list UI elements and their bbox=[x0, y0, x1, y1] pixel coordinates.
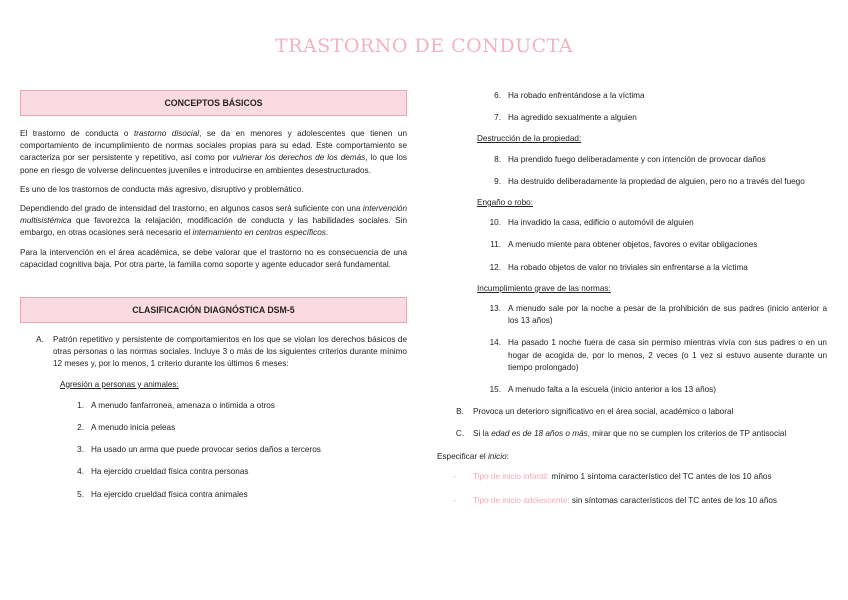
list-item bbox=[437, 384, 827, 396]
item-number: 1. bbox=[77, 400, 84, 410]
page-title: TRASTORNO DE CONDUCTA bbox=[274, 35, 574, 57]
bullet-text bbox=[473, 495, 827, 507]
item-text: Ha pasado 1 noche fuera de casa sin permiso mientras vivía con sus padres o en un hogar de acogida de, por lo menos, 2 veces (o 1 vez si estuvo ausente durante un tiempo prolongado) bbox=[508, 338, 827, 372]
section-heading-dsm5: CLASIFICACIÓN DIAGNÓSTICA DSM-5 bbox=[20, 297, 407, 323]
list-item bbox=[437, 303, 827, 327]
paragraph-severity: Es uno de los trastornos de conducta más agresivo, disruptivo y problemático. bbox=[20, 184, 304, 194]
paragraph-academic: Para la intervención en el área académica, se debe valorar que el trastorno no es consecuencia de una capacidad cognitiva baja. Por otra parte, la familia como soporte y agente educador será fundamental. bbox=[20, 247, 407, 269]
list-item bbox=[20, 489, 407, 501]
list-item bbox=[437, 112, 827, 124]
item-number: 13. bbox=[489, 304, 501, 314]
item-number: 6. bbox=[494, 91, 501, 100]
criterion-marker: C. bbox=[455, 429, 465, 439]
item-text: Ha usado un arma que puede provocar serios daños a terceros bbox=[91, 445, 321, 455]
list-item bbox=[20, 466, 407, 478]
item-text: A menudo fanfarronea, amenaza o intimida a otros bbox=[91, 400, 275, 410]
item-number: 2. bbox=[77, 423, 84, 433]
criterion-a bbox=[20, 334, 407, 371]
section-heading-conceptos: CONCEPTOS BÁSICOS bbox=[20, 90, 407, 116]
item-text: Ha prendido fuego deliberadamente y con intención de provocar daños bbox=[508, 154, 766, 164]
item-text: Ha destruido deliberadamente la propiedad de alguien, pero no a través del fuego bbox=[508, 176, 805, 186]
subheading-destruccion: Destrucción de la propiedad: bbox=[477, 134, 582, 144]
criterion-text: Patrón repetitivo y persistente de comportamientos en los que se violan los derechos básicos de otras personas o las normas sociales. Incluye 3 o más de los siguientes criterios durante mínimo 12 meses y, por lo menos, 1 criterio durante los últimos 6 meses: bbox=[53, 335, 407, 369]
specifier-heading: Especificar el inicio: bbox=[437, 451, 509, 461]
list-item bbox=[437, 176, 827, 188]
item-number: 3. bbox=[77, 445, 84, 455]
item-number: 5. bbox=[77, 489, 84, 499]
criterion-text: Provoca un deterioro significativo en el área social, académico o laboral bbox=[473, 407, 734, 417]
list-engano bbox=[437, 217, 827, 274]
item-text: Ha ejercido crueldad física contra animales bbox=[91, 489, 248, 499]
onset-type-list bbox=[437, 471, 827, 507]
criterion-text: Si la edad es de 18 años o más, mirar que no se cumplen los criterios de TP antisocial bbox=[473, 429, 787, 439]
list-item bbox=[437, 239, 827, 251]
item-text: Ha ejercido crueldad física contra personas bbox=[91, 467, 249, 477]
paragraph-definition: El trastorno de conducta o trastorno disocial, se da en menores y adolescentes que tienen un comportamiento de incumplimiento de normas sociales propias para su edad. Este comportamiento se caracteriza por ser persistente y repetitivo, así como por vulnerar los derechos de los demás, lo que los pone en riesgo de volverse delincuentes juveniles e introducirse en ambientes desestructurados. bbox=[20, 129, 408, 175]
criterion-b bbox=[437, 406, 827, 418]
item-number: 15. bbox=[489, 385, 501, 395]
criterion-marker: B. bbox=[456, 407, 464, 417]
bullet-description: sin síntomas característicos del TC antes de los 10 años bbox=[569, 496, 778, 506]
item-text: Ha robado enfrentándose a la víctima bbox=[508, 91, 645, 100]
bullet-description: mínimo 1 síntoma característico del TC antes de los 10 años bbox=[549, 471, 772, 481]
item-number: 4. bbox=[77, 467, 84, 477]
item-text: A menudo sale por la noche a pesar de la prohibición de sus padres (inicio anterior a los 13 años) bbox=[508, 304, 827, 326]
list-item bbox=[20, 444, 407, 456]
list-item bbox=[437, 262, 827, 274]
item-text: Ha robado objetos de valor no triviales sin enfrentarse a la víctima bbox=[508, 262, 748, 272]
list-item bbox=[20, 400, 407, 412]
item-number: 9. bbox=[494, 176, 501, 186]
left-column bbox=[20, 90, 407, 501]
item-text: A menudo inicia peleas bbox=[91, 423, 176, 433]
item-number: 10. bbox=[489, 218, 501, 228]
subheading-agresion: Agresión a personas y animales: bbox=[60, 379, 179, 389]
criterion-c bbox=[437, 428, 827, 440]
subheading-engano: Engaño o robo: bbox=[477, 198, 533, 208]
criterion-marker: A. bbox=[36, 335, 44, 345]
list-item bbox=[20, 422, 407, 434]
item-number: 7. bbox=[494, 113, 501, 123]
bullet-label: Tipo de inicio adolescente: bbox=[473, 496, 570, 506]
list-agresion-cont bbox=[437, 90, 827, 124]
list-agresion bbox=[20, 400, 407, 501]
list-item bbox=[437, 154, 827, 166]
bullet-text bbox=[473, 471, 827, 483]
bullet-label: Tipo de inicio infantil: bbox=[473, 471, 550, 481]
item-text: A menudo falta a la escuela (inicio anterior a los 13 años) bbox=[508, 385, 716, 395]
list-item bbox=[437, 90, 827, 102]
bullet-mark: - bbox=[453, 496, 457, 506]
list-destruccion bbox=[437, 154, 827, 188]
bullet-item bbox=[437, 495, 827, 507]
list-item bbox=[437, 217, 827, 229]
item-text: Ha invadido la casa, edificio o automóvil de alguien bbox=[508, 218, 694, 228]
item-number: 8. bbox=[494, 154, 501, 164]
item-number: 11. bbox=[490, 240, 501, 250]
item-number: 14. bbox=[489, 338, 501, 348]
subheading-incumplimiento: Incumplimiento grave de las normas: bbox=[477, 283, 611, 293]
item-number: 12. bbox=[489, 262, 501, 272]
paragraph-intervention: Dependiendo del grado de intensidad del trastorno, en algunos casos será suficiente con una intervención multisistémica que favorezca la relajación, modificación de conducta y las habilidades sociales. Sin embargo, en otras ocasiones será necesario el internamiento en centros específicos. bbox=[20, 204, 407, 238]
bullet-item bbox=[437, 471, 827, 483]
item-text: A menudo miente para obtener objetos, favores o evitar obligaciones bbox=[508, 240, 758, 250]
item-text: Ha agredido sexualmente a alguien bbox=[508, 113, 637, 123]
right-column bbox=[437, 90, 827, 507]
list-item bbox=[437, 337, 827, 374]
list-incumplimiento bbox=[437, 303, 827, 396]
bullet-mark: - bbox=[453, 471, 457, 481]
